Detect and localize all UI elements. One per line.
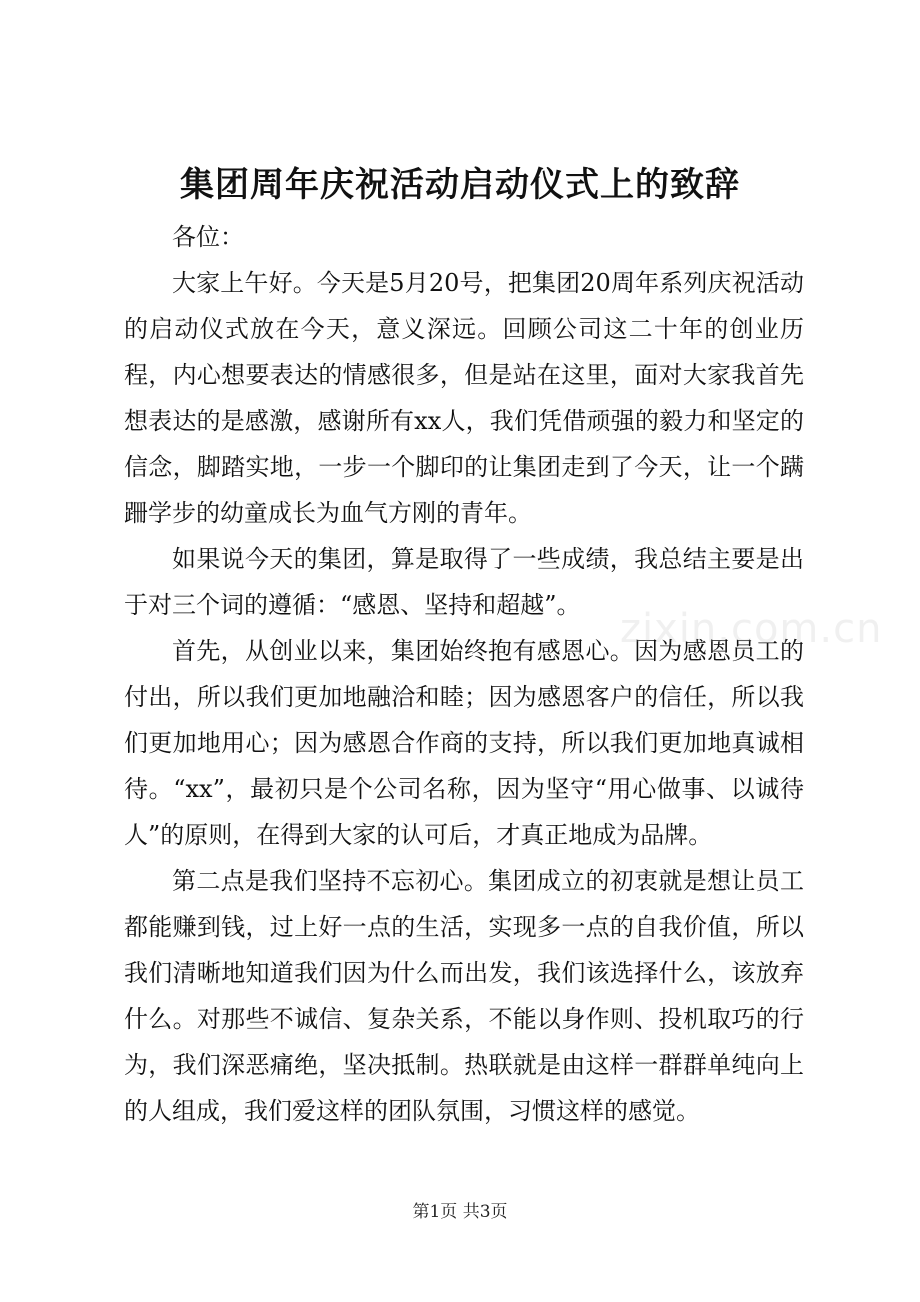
paragraph-3: 首先，从创业以来，集团始终抱有感恩心。因为感恩员工的付出，所以我们更加地融洽和睦；因为感恩客户的信任，所以我们更加地用心；因为感恩合作商的支持，所以我们更加地真诚相待。“xx”，最初只是个公司名称，因为坚守“用心做事、以诚待人”的原则，在得到大家的认可后，才真正地成为品牌。 (124, 637, 804, 849)
document-title: 集团周年庆祝活动启动仪式上的致辞 (180, 165, 740, 205)
salutation: 各位： (172, 223, 244, 251)
paragraph-2: 如果说今天的集团，算是取得了一些成绩，我总结主要是出于对三个词的遵循：“感恩、坚持和超越”。 (124, 545, 804, 619)
document-body (124, 214, 804, 1134)
paragraph-4: 第二点是我们坚持不忘初心。集团成立的初衷就是想让员工都能赚到钱，过上好一点的生活，实现多一点的自我价值，所以我们清晰地知道我们因为什么而出发，我们该选择什么，该放弃什么。对那些不诚信、复杂关系，不能以身作则、投机取巧的行为，我们深恶痛绝，坚决抵制。热联就是由这样一群群单纯向上的人组成，我们爱这样的团队氛围，习惯这样的感觉。 (124, 867, 804, 1125)
paragraph-1: 大家上午好。今天是5月20号，把集团20周年系列庆祝活动的启动仪式放在今天，意义深远。回顾公司这二十年的创业历程，内心想要表达的情感很多，但是站在这里，面对大家我首先想表达的是感激，感谢所有xx人，我们凭借顽强的毅力和坚定的信念，脚踏实地，一步一个脚印的让集团走到了今天，让一个蹒跚学步的幼童成长为血气方刚的青年。 (124, 269, 804, 527)
page-footer: 第1页 共3页 (412, 1202, 508, 1222)
watermark: zixin.com.cn (620, 606, 883, 652)
